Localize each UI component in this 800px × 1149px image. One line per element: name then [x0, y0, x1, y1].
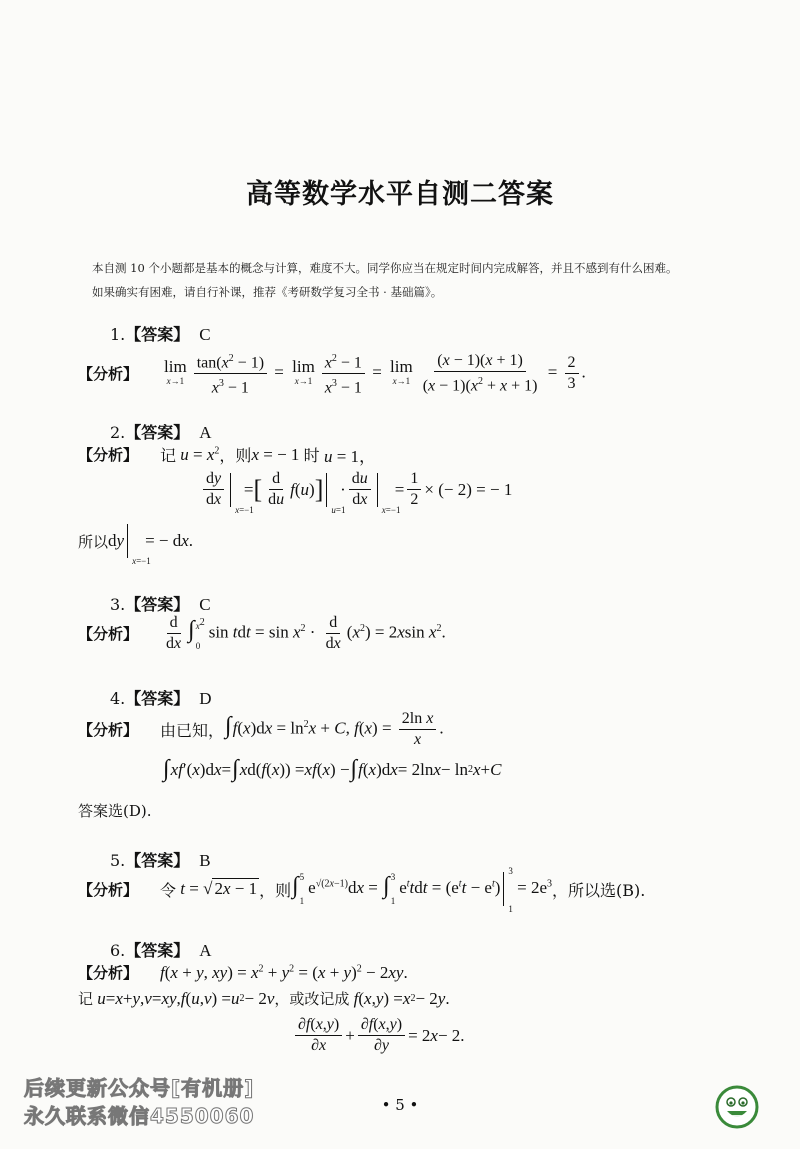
formula-3: $\frac{d}{dx}$ ∫ $x^2$ 0 sin tdt = $\sin x^2$ · $\frac{d}{dx}$ $(x^2) = 2xsin$ $x^2$. [166, 614, 446, 652]
watermark-line-2: 永久联系微信4550060 [24, 1104, 255, 1128]
intro-text [92, 256, 732, 304]
formula-1: lim x→1 $\frac{\tan(x^2 - 1)}{x^3 - 1}$ = lim x→1 $\frac{x^2 - 1}{x^3 - 1}$ = lim x→1 $\frac{(x - 1)(x + 1)}{(x - 1)(x^2 + x + 1)}$ = $\frac{2}{3}$ . [160, 350, 586, 398]
conclusion-4: 答案选(D). [78, 802, 152, 820]
page-number: • 5 • [381, 1096, 419, 1114]
page-title: 高等数学水平自测二答案 [246, 179, 554, 210]
analysis-3: 【分析】 $\frac{d}{dx}$ ∫ $x^2$ 0 sin tdt = $\sin x^2$ · $\frac{d}{dx}$ $(x^2) = 2xsin$ $x^2$. [78, 614, 446, 652]
formula-2b: 所以 d y x=−1 = − d x . [78, 524, 193, 558]
answer-5: 5.【答案】 B [110, 851, 211, 870]
answer-3: 3.【答案】 C [110, 595, 211, 614]
analysis-5: 【分析】 令 t = √ 2x − 1 ，则 ∫ 5 1 $e^{√(2x-1)}dx$ = ∫ 3 1 $e^ttdt = (e^tt - e^t)$ 3 1 = $2e^3$ ，所以选(B). [78, 866, 646, 914]
intro-line-2: 如果确实有困难，请自行补课，推荐《考研数学复习全书 · 基础篇》。 [92, 285, 443, 299]
smiley-face-icon [714, 1084, 760, 1130]
intro-line-1: 本自测 10 个小题都是基本的概念与计算，难度不大。同学你应当在规定时间内完成解答，并且不感到有什么困难。 [92, 261, 678, 275]
formula-4: ∫ x f ′( x )d x = ∫ x d( f ( x )) = x f ( x ) − ∫ f ( x )d x = 2ln x − ln 2 x + C [163, 756, 502, 782]
watermark-line-1: 后续更新公众号[有机册] [24, 1076, 255, 1100]
formula-2: $\frac{dy}{dx}$ x=−1 = [ $\frac{d}{du}$ f ( u ) ] u=1 · $\frac{du}{dx}$ x=−1 = $\frac{1}{2}$ × (− 2) = − 1 [200, 470, 512, 509]
analysis-2: 【分析】 记 $u = x^2$ ，则 x = − 1 时 u = 1， [78, 444, 377, 466]
formula-6b: $\frac{\partial f(x,y)}{\partial x}$ + $\frac{\partial f(x,y)}{\partial y}$ = 2 x − 2. [292, 1016, 465, 1055]
answer-6: 6.【答案】 A [110, 941, 212, 960]
analysis-1: 【分析】 lim x→1 $\frac{\tan(x^2 - 1)}{x^3 - 1}$ = lim x→1 $\frac{x^2 - 1}{x^3 - 1}$ = lim x→1 $\frac{(x - 1)(x + 1)}{(x - 1)(x^2 + x + 1)}$ = $\frac{2}{3}$ . [78, 350, 586, 398]
formula-6a: 记 u = x + y , v = xy , f ( u , v ) = u 2 − 2 v ，或改记成 f ( x , y ) = x 2 − 2 y . [78, 988, 450, 1008]
answer-4: 4.【答案】 D [110, 689, 212, 708]
analysis-6: 【分析】 f(x + y, $xy) = x^2 + y^2 = (x + y)^2 - 2xy$. [78, 962, 408, 982]
answer-1: 1.【答案】 C [110, 325, 211, 344]
analysis-4: 【分析】 由已知， $\int f(x)dx = \ln^2x + C$, f(x) = $\frac{\text{2ln x}}{x}$ . [78, 710, 444, 748]
answer-2: 2.【答案】 A [110, 423, 212, 442]
